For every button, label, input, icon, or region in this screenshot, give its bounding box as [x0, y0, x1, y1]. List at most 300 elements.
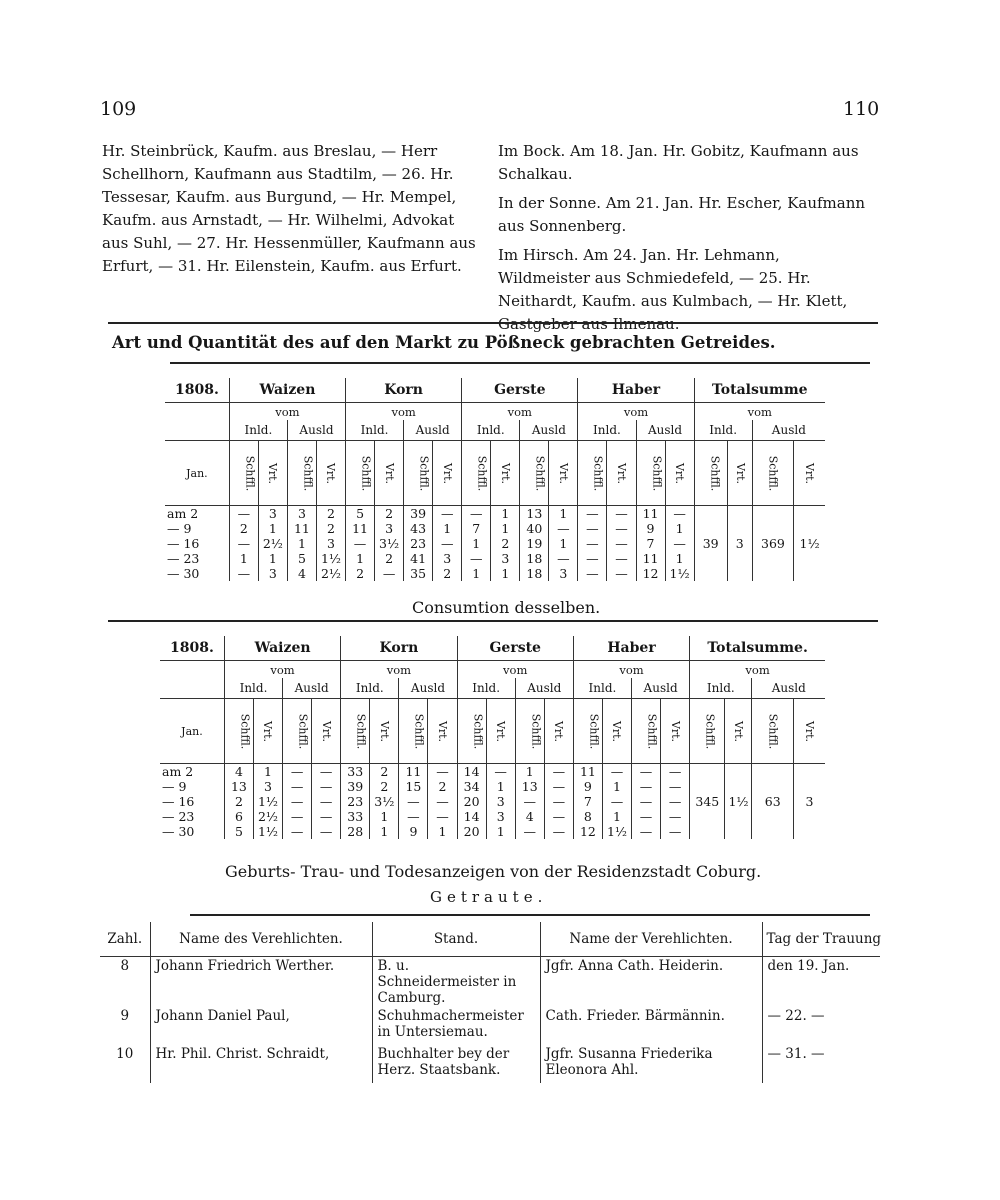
unit-vrt-label: Vrt.: [803, 720, 817, 742]
unit-vrt: [725, 699, 752, 764]
vom-label: vom: [747, 404, 772, 419]
unit-schffl: [520, 441, 549, 506]
inland-label: Inld.: [224, 678, 282, 699]
col-header-date: Tag der Trauung: [762, 922, 880, 957]
data-cell: —: [661, 824, 690, 839]
data-cell: 3: [316, 536, 345, 551]
unit-schffl-label: Schffl.: [707, 455, 721, 491]
unit-vrt: [794, 441, 825, 506]
data-cell: —: [428, 809, 457, 824]
data-cell: 1: [428, 824, 457, 839]
unit-vrt-label: Vrt.: [733, 462, 747, 484]
data-cell: 2: [346, 566, 375, 581]
vom-label: vom: [462, 403, 578, 421]
data-cell: 12: [636, 566, 665, 581]
row-date: — 16: [165, 536, 229, 551]
data-cell: 3: [253, 779, 282, 794]
data-cell: 1: [665, 521, 694, 536]
group-header-korn: Korn: [341, 636, 457, 661]
unit-schffl-label: Schffl.: [412, 713, 426, 749]
left-paragraph: Hr. Steinbrück, Kaufm. aus Breslau, — Herr Schellhorn, Kaufmann aus Stadtilm, — 26. Hr. Tessesar, Kaufm. aus Burgund, — Hr. Mempel, Kaufm. aus Arnstadt, — Hr. Wilhelmi, Advokat aus Suhl, — 27. Hr. Hessenmüller, Kaufmann aus Erfurt, — 31. Hr. Eilenstein, Kaufm. aus Erfurt.: [102, 142, 476, 275]
unit-vrt: [312, 699, 341, 764]
data-cell: —: [544, 794, 573, 809]
data-cell: —: [515, 824, 544, 839]
data-cell: 2: [375, 506, 404, 522]
year-header: 1808.: [165, 378, 229, 403]
unit-schffl: [573, 699, 602, 764]
unit-schffl: [341, 699, 370, 764]
data-cell: 41: [404, 551, 433, 566]
data-cell: 2: [316, 506, 345, 522]
table-row: [100, 957, 880, 1008]
data-cell: —: [632, 824, 661, 839]
groom-name: Johann Friedrich Werther.: [150, 957, 372, 1008]
col-header-groom: Name des Verehlichten.: [150, 922, 372, 957]
ausland-label: Ausld: [399, 678, 457, 699]
inland-label: Inld.: [346, 420, 404, 441]
unit-schffl-label: Schffl.: [766, 713, 780, 749]
data-cell: —: [544, 779, 573, 794]
vom-label: vom: [346, 403, 462, 421]
groom-name: Johann Daniel Paul,: [150, 1007, 372, 1045]
data-cell: 11: [287, 521, 316, 536]
data-cell: 2: [316, 521, 345, 536]
data-cell: 5: [224, 824, 253, 839]
data-cell: 40: [520, 521, 549, 536]
inland-label: Inld.: [578, 420, 636, 441]
data-cell: —: [602, 794, 631, 809]
data-cell: —: [283, 824, 312, 839]
row-date: — 30: [160, 824, 224, 839]
row-date: am 2: [165, 506, 229, 522]
total-cell: 39: [694, 506, 727, 582]
data-cell: 1: [253, 764, 282, 780]
unit-vrt: [433, 441, 462, 506]
data-cell: —: [428, 794, 457, 809]
data-cell: 2: [229, 521, 258, 536]
data-cell: 1: [665, 551, 694, 566]
unit-vrt: [486, 699, 515, 764]
unit-schffl: [690, 699, 725, 764]
data-cell: 43: [404, 521, 433, 536]
data-cell: —: [607, 551, 636, 566]
row-number: 9: [100, 1007, 150, 1045]
data-cell: 1: [491, 521, 520, 536]
inland-label: Inld.: [457, 678, 515, 699]
data-cell: 5: [287, 551, 316, 566]
groom-status: B. u. Schneidermeister in Camburg.: [372, 957, 540, 1008]
data-cell: —: [312, 764, 341, 780]
ausland-label: Ausld: [520, 420, 578, 441]
ausland-label: Ausld: [287, 420, 345, 441]
col-header-bride: Name der Verehlichten.: [540, 922, 762, 957]
data-cell: 3: [258, 566, 287, 581]
wedding-date: — 22. —: [767, 1008, 825, 1024]
data-cell: 3: [549, 566, 578, 581]
unit-schffl-label: Schffl.: [533, 455, 547, 491]
unit-vrt-label: Vrt.: [319, 720, 333, 742]
unit-vrt: [607, 441, 636, 506]
unit-vrt-label: Vrt.: [552, 720, 566, 742]
unit-vrt-label: Vrt.: [440, 462, 454, 484]
data-cell: 1: [515, 764, 544, 780]
group-header-waizen: Waizen: [229, 378, 345, 403]
data-cell: 3½: [370, 794, 399, 809]
row-number: 8: [100, 957, 150, 1008]
data-cell: —: [433, 536, 462, 551]
year-header: 1808.: [160, 636, 224, 661]
divider: [170, 362, 870, 364]
data-cell: 4: [224, 764, 253, 780]
data-cell: 6: [224, 809, 253, 824]
data-cell: 3: [486, 809, 515, 824]
unit-vrt: [794, 699, 825, 764]
unit-schffl: [457, 699, 486, 764]
inland-label: Inld.: [573, 678, 631, 699]
total-cell: 1½: [725, 764, 752, 840]
data-cell: 1½: [665, 566, 694, 581]
blank-cell: [160, 678, 224, 699]
unit-vrt: [665, 441, 694, 506]
data-cell: —: [399, 809, 428, 824]
data-cell: —: [632, 809, 661, 824]
data-cell: 3: [258, 506, 287, 522]
data-cell: 1: [602, 809, 631, 824]
data-cell: —: [312, 809, 341, 824]
table-row: [165, 506, 825, 522]
unit-vrt-label: Vrt.: [731, 720, 745, 742]
data-cell: —: [549, 521, 578, 536]
bride-name: Cath. Frieder. Bärmännin.: [540, 1007, 762, 1045]
unit-vrt-label: Vrt.: [614, 462, 628, 484]
group-header-waizen: Waizen: [224, 636, 340, 661]
vom-label: vom: [578, 403, 694, 421]
col-header-status: Stand.: [372, 922, 540, 957]
data-cell: —: [462, 506, 491, 522]
data-cell: 3: [433, 551, 462, 566]
data-cell: —: [578, 551, 607, 566]
data-cell: 1: [549, 536, 578, 551]
data-cell: —: [229, 536, 258, 551]
data-cell: 2: [370, 779, 399, 794]
data-cell: 19: [520, 536, 549, 551]
total-cell: 3: [805, 794, 814, 809]
data-cell: —: [632, 779, 661, 794]
data-cell: —: [283, 794, 312, 809]
data-cell: 15: [399, 779, 428, 794]
unit-vrt: [549, 441, 578, 506]
unit-schffl-label: Schffl.: [703, 713, 717, 749]
data-cell: —: [665, 536, 694, 551]
total-cell: 345: [690, 764, 725, 840]
row-date: — 23: [160, 809, 224, 824]
unit-schffl-label: Schffl.: [529, 713, 543, 749]
row-date: — 9: [160, 779, 224, 794]
divider: [190, 914, 870, 916]
row-date: am 2: [160, 764, 224, 780]
data-cell: 5: [346, 506, 375, 522]
data-cell: 9: [399, 824, 428, 839]
total-cell: 369: [752, 506, 794, 582]
total-cell: 1½: [799, 536, 820, 551]
unit-schffl: [752, 441, 794, 506]
unit-schffl: [694, 441, 727, 506]
data-cell: 18: [520, 551, 549, 566]
data-cell: 39: [341, 779, 370, 794]
data-cell: —: [602, 764, 631, 780]
ausland-label: Ausld: [752, 678, 825, 699]
data-cell: 1½: [253, 824, 282, 839]
data-cell: —: [549, 551, 578, 566]
vom-label: vom: [745, 662, 770, 677]
data-cell: 3: [486, 794, 515, 809]
data-cell: 35: [404, 566, 433, 581]
group-header-haber: Haber: [573, 636, 689, 661]
row-date: — 30: [165, 566, 229, 581]
data-cell: 1: [491, 506, 520, 522]
data-cell: 1: [229, 551, 258, 566]
data-cell: 7: [573, 794, 602, 809]
data-cell: —: [312, 794, 341, 809]
data-cell: —: [229, 506, 258, 522]
data-cell: —: [578, 521, 607, 536]
group-header-gerste: Gerste: [457, 636, 573, 661]
unit-vrt: [428, 699, 457, 764]
data-cell: —: [607, 521, 636, 536]
data-cell: —: [346, 536, 375, 551]
unit-vrt-label: Vrt.: [436, 720, 449, 742]
data-cell: —: [283, 809, 312, 824]
unit-vrt-label: Vrt.: [498, 462, 512, 484]
unit-schffl: [399, 699, 428, 764]
data-cell: 1½: [316, 551, 345, 566]
data-cell: 11: [399, 764, 428, 780]
table2-title: Consumtion desselben.: [412, 598, 601, 617]
data-cell: 2: [370, 764, 399, 780]
marriages-table: [100, 922, 880, 1083]
data-cell: —: [661, 809, 690, 824]
data-cell: 1: [549, 506, 578, 522]
data-cell: 1: [370, 809, 399, 824]
grain-market-table: [165, 378, 825, 581]
data-cell: 1: [486, 824, 515, 839]
unit-schffl: [283, 699, 312, 764]
text-column-left: [102, 140, 480, 284]
data-cell: 20: [457, 824, 486, 839]
data-cell: 33: [341, 809, 370, 824]
data-cell: 13: [515, 779, 544, 794]
ausland-label: Ausld: [404, 420, 462, 441]
data-cell: —: [607, 506, 636, 522]
unit-vrt-label: Vrt.: [668, 720, 682, 742]
marriages-title: Geburts- Trau- und Todesanzeigen von der Residenzstadt Coburg.: [225, 862, 762, 881]
data-cell: 2½: [253, 809, 282, 824]
data-cell: —: [283, 779, 312, 794]
data-cell: 7: [462, 521, 491, 536]
marriages-subtitle: Getraute.: [430, 888, 548, 906]
page-number-right: 110: [843, 98, 880, 120]
groom-status: Buchhalter bey der Herz. Staatsbank.: [372, 1045, 540, 1083]
unit-vrt-label: Vrt.: [494, 720, 508, 742]
data-cell: —: [428, 764, 457, 780]
data-cell: —: [578, 506, 607, 522]
unit-schffl-label: Schffl.: [645, 713, 659, 749]
unit-vrt: [602, 699, 631, 764]
data-cell: 1: [602, 779, 631, 794]
data-cell: —: [312, 824, 341, 839]
data-cell: —: [375, 566, 404, 581]
data-cell: 9: [636, 521, 665, 536]
data-cell: 1: [258, 521, 287, 536]
data-cell: —: [399, 794, 428, 809]
inland-label: Inld.: [690, 678, 752, 699]
right-paragraph-1: Im Bock. Am 18. Jan. Hr. Gobitz, Kaufmann aus Schalkau.: [498, 142, 859, 183]
unit-vrt: [661, 699, 690, 764]
table-row: [160, 764, 825, 780]
right-paragraph-3: Im Hirsch. Am 24. Jan. Hr. Lehmann, Wildmeister aus Schmiedefeld, — 25. Hr. Neithardt, Kaufm. aus Kulmbach, — Hr. Klett, Gastgeber aus Ilmenau.: [498, 246, 848, 333]
data-cell: 13: [224, 779, 253, 794]
unit-schffl: [229, 441, 258, 506]
unit-schffl-label: Schffl.: [238, 713, 252, 749]
consumption-table: [160, 636, 825, 839]
data-cell: 3: [491, 551, 520, 566]
unit-schffl-label: Schffl.: [296, 713, 310, 749]
group-header-gerste: Gerste: [462, 378, 578, 403]
data-cell: 2: [433, 566, 462, 581]
ausland-label: Ausld: [752, 420, 825, 441]
month-label: Jan.: [165, 441, 229, 506]
blank-cell: [165, 420, 229, 441]
unit-schffl-label: Schffl.: [591, 455, 605, 491]
data-cell: 3: [287, 506, 316, 522]
data-cell: 3: [375, 521, 404, 536]
page-number-left: 109: [100, 98, 137, 120]
ausland-label: Ausld: [636, 420, 694, 441]
data-cell: 8: [573, 809, 602, 824]
data-cell: 1: [346, 551, 375, 566]
data-cell: 11: [636, 551, 665, 566]
text-column-right: [498, 140, 876, 342]
unit-vrt-label: Vrt.: [377, 720, 391, 742]
unit-schffl: [578, 441, 607, 506]
data-cell: 23: [404, 536, 433, 551]
groom-name: Hr. Phil. Christ. Schraidt,: [150, 1045, 372, 1083]
data-cell: 2½: [316, 566, 345, 581]
data-cell: —: [433, 506, 462, 522]
vom-label: vom: [457, 661, 573, 679]
unit-vrt-label: Vrt.: [382, 462, 396, 484]
group-header-total: Totalsumme.: [690, 636, 825, 661]
bride-name: Jgfr. Anna Cath. Heiderin.: [540, 957, 762, 1008]
unit-vrt-label: Vrt.: [266, 462, 280, 484]
data-cell: 3½: [375, 536, 404, 551]
data-cell: 7: [636, 536, 665, 551]
data-cell: 12: [573, 824, 602, 839]
inland-label: Inld.: [462, 420, 520, 441]
vom-label: vom: [341, 661, 457, 679]
data-cell: —: [661, 794, 690, 809]
row-number: 10: [100, 1045, 150, 1083]
inland-label: Inld.: [694, 420, 752, 441]
unit-vrt: [253, 699, 282, 764]
vom-label: vom: [229, 403, 345, 421]
data-cell: —: [462, 551, 491, 566]
table1-title: Art und Quantität des auf den Markt zu Pößneck gebrachten Getreides.: [112, 333, 776, 352]
data-cell: 28: [341, 824, 370, 839]
groom-status: Schuhmachermeister in Untersiemau.: [372, 1007, 540, 1045]
data-cell: 13: [520, 506, 549, 522]
data-cell: 2: [491, 536, 520, 551]
data-cell: 20: [457, 794, 486, 809]
data-cell: —: [661, 779, 690, 794]
data-cell: 34: [457, 779, 486, 794]
bride-name: Jgfr. Susanna Friederika Eleonora Ahl.: [540, 1045, 762, 1083]
group-header-haber: Haber: [578, 378, 694, 403]
data-cell: —: [632, 764, 661, 780]
unit-schffl: [224, 699, 253, 764]
unit-vrt: [370, 699, 399, 764]
data-cell: 11: [346, 521, 375, 536]
unit-schffl-label: Schffl.: [470, 713, 484, 749]
unit-schffl-label: Schffl.: [354, 713, 368, 749]
table-row: [100, 1007, 880, 1045]
data-cell: 1: [287, 536, 316, 551]
data-cell: 1: [258, 551, 287, 566]
data-cell: —: [661, 764, 690, 780]
month-label: Jan.: [160, 699, 224, 764]
wedding-date: — 31. —: [767, 1046, 825, 1062]
unit-vrt: [491, 441, 520, 506]
ausland-label: Ausld: [632, 678, 690, 699]
vom-label: vom: [573, 661, 689, 679]
group-header-total: Totalsumme: [694, 378, 825, 403]
total-cell: 3: [727, 506, 752, 582]
data-cell: —: [665, 506, 694, 522]
data-cell: 1: [462, 566, 491, 581]
unit-schffl: [636, 441, 665, 506]
data-cell: 2: [375, 551, 404, 566]
wedding-date: den 19. Jan.: [767, 958, 850, 974]
unit-vrt-label: Vrt.: [324, 462, 338, 484]
unit-schffl: [752, 699, 794, 764]
unit-vrt-label: Vrt.: [610, 720, 624, 742]
data-cell: 1: [433, 521, 462, 536]
data-cell: —: [486, 764, 515, 780]
data-cell: 39: [404, 506, 433, 522]
data-cell: 18: [520, 566, 549, 581]
unit-schffl-label: Schffl.: [587, 713, 601, 749]
unit-vrt: [375, 441, 404, 506]
data-cell: 1½: [602, 824, 631, 839]
unit-schffl: [404, 441, 433, 506]
total-cell: 63: [752, 764, 794, 840]
data-cell: 4: [515, 809, 544, 824]
right-paragraph-2: In der Sonne. Am 21. Jan. Hr. Escher, Kaufmann aus Sonnenberg.: [498, 194, 866, 235]
unit-vrt: [727, 441, 752, 506]
data-cell: 23: [341, 794, 370, 809]
data-cell: 1: [486, 779, 515, 794]
unit-vrt: [544, 699, 573, 764]
inland-label: Inld.: [341, 678, 399, 699]
unit-vrt-label: Vrt.: [673, 462, 687, 484]
data-cell: 2: [428, 779, 457, 794]
data-cell: 2½: [258, 536, 287, 551]
ausland-label: Ausld: [515, 678, 573, 699]
data-cell: —: [229, 566, 258, 581]
data-cell: —: [544, 824, 573, 839]
data-cell: 1½: [253, 794, 282, 809]
data-cell: —: [515, 794, 544, 809]
